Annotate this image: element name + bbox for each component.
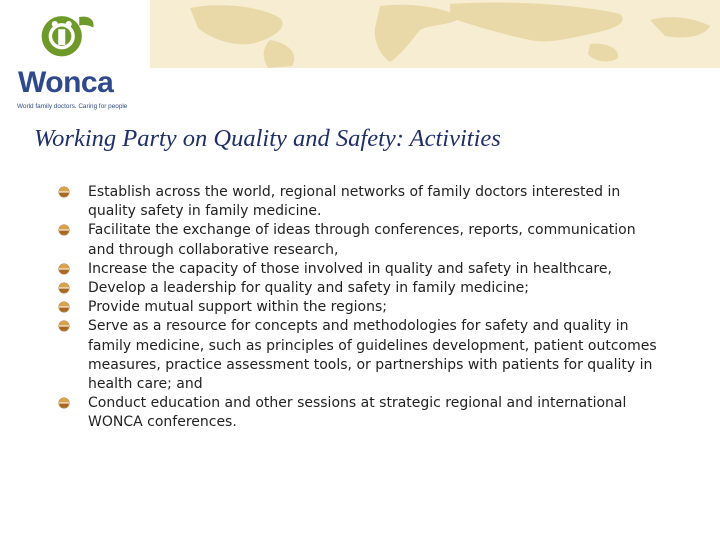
wonca-logo: [8, 10, 138, 110]
bullet-disc-icon: [59, 225, 69, 235]
list-item-text: Establish across the world, regional networks of family doctors interested in quality safety in family medicine.: [88, 184, 621, 220]
list-item: [58, 394, 658, 432]
bullet-disc-icon: [59, 264, 69, 274]
slide-title: Working Party on Quality and Safety: Activities: [34, 125, 501, 152]
world-map-icon: [150, 0, 720, 68]
globe-people-icon: [32, 10, 102, 66]
bullet-disc-icon: [59, 302, 69, 312]
list-item-text: Serve as a resource for concepts and methodologies for safety and quality in family medicine, such as principles of guidelines development, patient outcomes measures, practice assessment tools, or partnerships with patients for quality in health care; and: [88, 318, 657, 393]
list-item-text: Increase the capacity of those involved in quality and safety in healthcare,: [88, 260, 612, 277]
bullet-disc-icon: [59, 321, 69, 331]
list-item-text: Provide mutual support within the regions;: [88, 299, 387, 316]
list-item: [58, 279, 658, 298]
bullet-disc-icon: [59, 283, 69, 293]
list-item: [58, 183, 658, 221]
list-item: [58, 298, 658, 317]
list-item-text: Facilitate the exchange of ideas through conferences, reports, communication and through collaborative research,: [88, 222, 636, 258]
logo-wordmark: Wonca: [18, 66, 114, 99]
activities-list: [58, 183, 658, 433]
bullet-disc-icon: [59, 187, 69, 197]
list-item-text: Develop a leadership for quality and safety in family medicine;: [88, 280, 530, 297]
bullet-disc-icon: [59, 398, 69, 408]
list-item: [58, 260, 658, 279]
list-item: [58, 221, 658, 259]
list-item-text: Conduct education and other sessions at strategic regional and international WONCA conferences.: [88, 395, 627, 431]
list-item: [58, 317, 658, 394]
logo-tagline: World family doctors. Caring for people: [17, 103, 128, 110]
world-map-banner: [150, 0, 720, 68]
